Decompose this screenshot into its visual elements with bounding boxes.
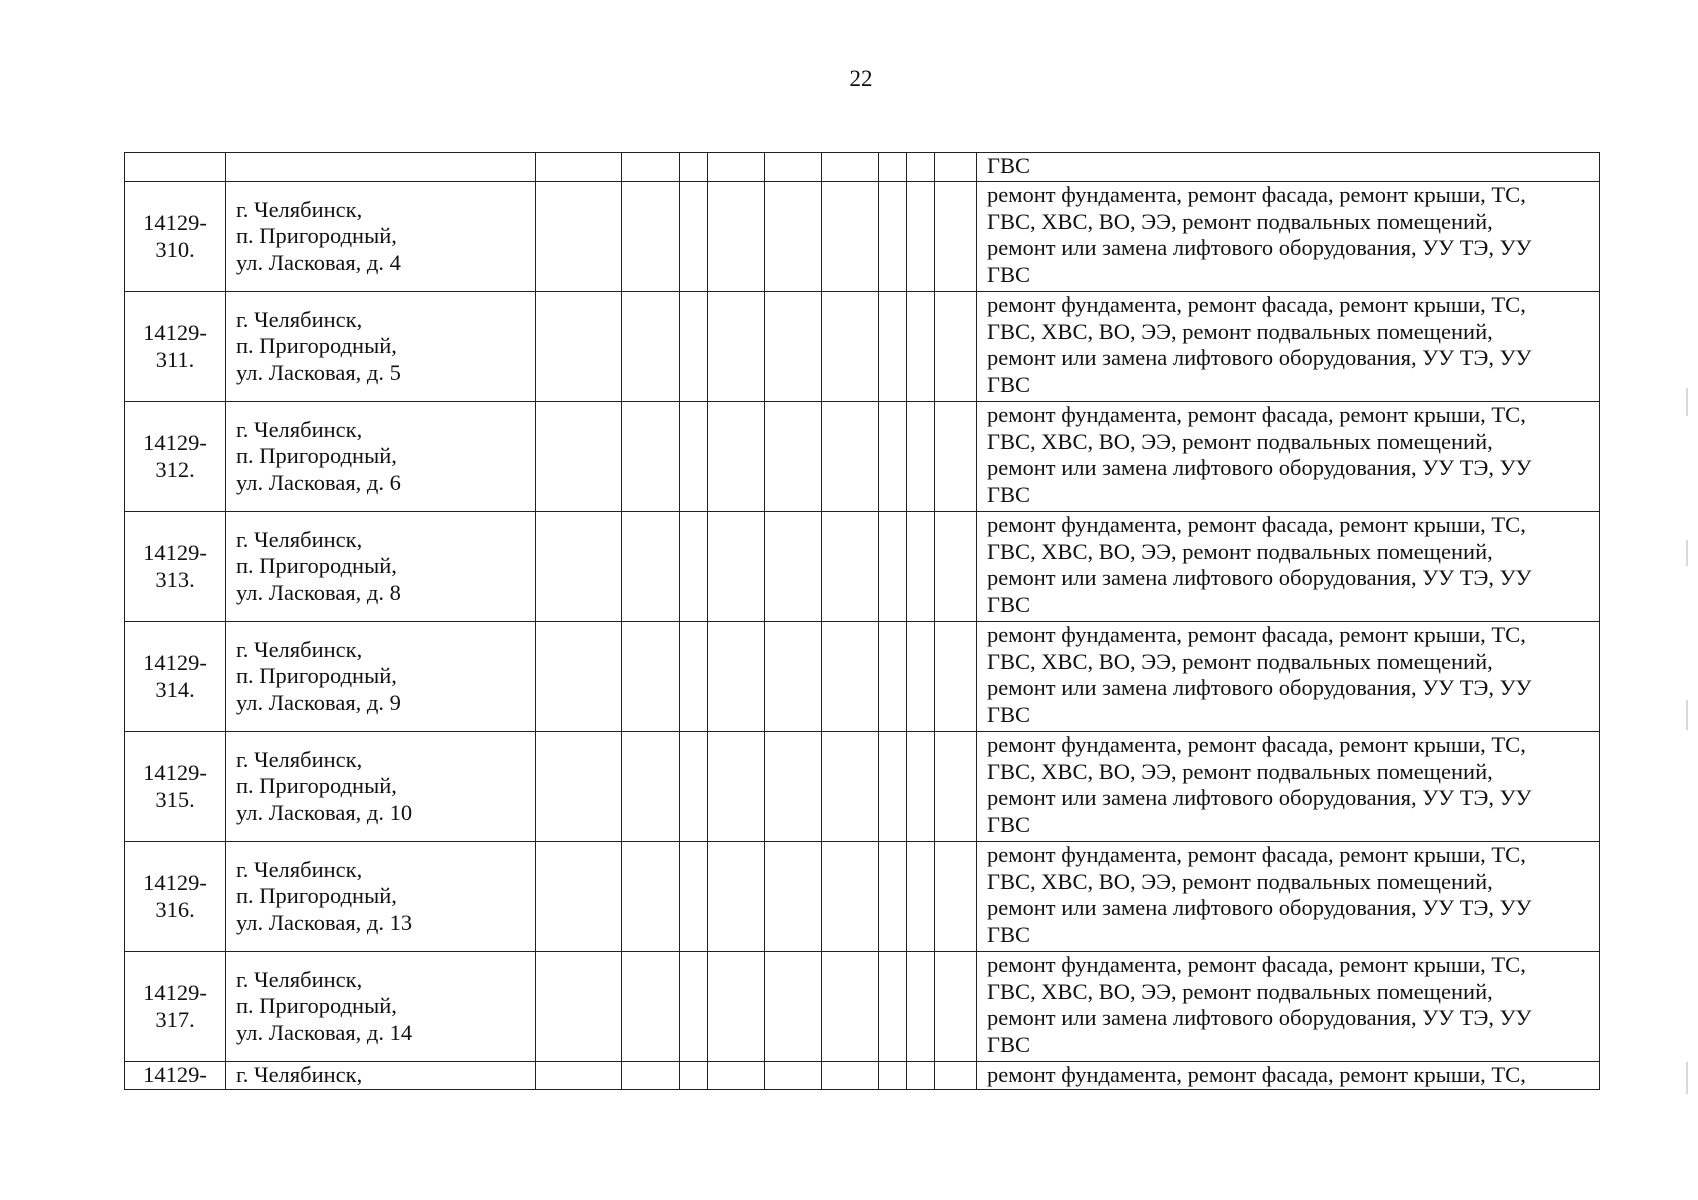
cell-empty [536,1062,622,1090]
table-row-continuation [125,153,1600,182]
cell-empty [622,732,680,842]
cell-empty [708,512,765,622]
address-line: г. Челябинск, [236,1062,363,1087]
works-line: ремонт или замена лифтового оборудования, УУ ТЭ, УУ [987,455,1532,480]
number-line: 311. [155,346,195,372]
cell-empty [680,153,708,182]
cell-empty [879,732,907,842]
works-line: ГВС, ХВС, ВО, ЭЭ, ремонт подвальных помещений, [987,868,1493,894]
cell-empty [935,292,977,402]
works-line: ГВС [987,591,1031,617]
cell-empty [680,622,708,732]
cell-empty [907,732,935,842]
cell-empty [765,842,822,952]
cell-empty [765,622,822,732]
cell-empty [765,1062,822,1090]
address-line: г. Челябинск, [236,196,363,222]
cell-empty [622,153,680,182]
cell-empty [765,732,822,842]
number-line: 14129- [143,430,207,455]
cell-empty [765,292,822,402]
address-line: ул. Ласковая, д. 8 [236,579,401,605]
cell-empty [765,952,822,1062]
cell-number [125,512,226,622]
cell-empty [907,622,935,732]
number-line: 317. [155,1006,195,1032]
cell-empty [879,622,907,732]
works-line: ГВС [987,811,1031,837]
cell-empty [907,842,935,952]
address-line: п. Пригородный, [236,883,397,909]
cell-address [226,1062,536,1090]
cell-empty [680,182,708,292]
address-line: г. Челябинск, [236,636,363,662]
cell-empty [536,512,622,622]
cell-empty [622,842,680,952]
cell-empty [680,512,708,622]
works-line: ГВС, ХВС, ВО, ЭЭ, ремонт подвальных помещений, [987,978,1493,1004]
works-line: ремонт фундамента, ремонт фасада, ремонт крыши, ТС, [987,1062,1526,1087]
address-line: г. Челябинск, [236,306,363,332]
number-line: 14129- [143,870,207,895]
cell-address [226,402,536,512]
cell-empty [708,182,765,292]
cell-empty [680,732,708,842]
cell-empty [935,842,977,952]
works-text: ГВС [987,153,1031,178]
page-number: 22 [849,66,873,91]
scan-edge-mark [1686,1062,1688,1094]
address-line: п. Пригородный, [236,443,397,469]
cell-address [226,732,536,842]
cell-number [125,622,226,732]
number-line: 316. [155,896,195,922]
cell-empty [907,512,935,622]
cell-empty [935,512,977,622]
works-line: ремонт или замена лифтового оборудования, УУ ТЭ, УУ [987,675,1532,700]
cell-number [125,153,226,182]
works-line: ремонт фундамента, ремонт фасада, ремонт крыши, ТС, [987,952,1526,977]
cell-number [125,952,226,1062]
address-line: п. Пригородный, [236,223,397,249]
number-line: 14129- [143,760,207,785]
cell-empty [622,622,680,732]
cell-address [226,952,536,1062]
works-line: ремонт или замена лифтового оборудования, УУ ТЭ, УУ [987,235,1532,260]
table-row [125,402,1600,512]
works-line: ремонт фундамента, ремонт фасада, ремонт крыши, ТС, [987,292,1526,317]
cell-empty [935,732,977,842]
works-line: ГВС, ХВС, ВО, ЭЭ, ремонт подвальных помещений, [987,428,1493,454]
cell-works [977,153,1600,182]
cell-address [226,622,536,732]
cell-works [977,622,1600,732]
address-line: г. Челябинск, [236,856,363,882]
works-line: ГВС [987,1031,1031,1057]
table-body [125,153,1600,1090]
works-line: ремонт фундамента, ремонт фасада, ремонт крыши, ТС, [987,732,1526,757]
cell-empty [879,952,907,1062]
cell-empty [765,182,822,292]
cell-empty [879,153,907,182]
cell-empty [622,1062,680,1090]
address-line: п. Пригородный, [236,333,397,359]
cell-number [125,292,226,402]
cell-empty [907,952,935,1062]
address-line: г. Челябинск, [236,966,363,992]
cell-works [977,512,1600,622]
table-row [125,732,1600,842]
table-row [125,512,1600,622]
cell-empty [708,402,765,512]
works-line: ремонт фундамента, ремонт фасада, ремонт крыши, ТС, [987,842,1526,867]
cell-empty [708,153,765,182]
cell-works [977,732,1600,842]
cell-empty [822,182,879,292]
works-line: ГВС [987,371,1031,397]
cell-address [226,512,536,622]
works-line: ГВС, ХВС, ВО, ЭЭ, ремонт подвальных помещений, [987,208,1493,234]
cell-empty [536,952,622,1062]
number-line: 314. [155,676,195,702]
works-line: ремонт или замена лифтового оборудования, УУ ТЭ, УУ [987,785,1532,810]
cell-empty [622,512,680,622]
address-line: г. Челябинск, [236,416,363,442]
cell-empty [708,952,765,1062]
cell-empty [907,1062,935,1090]
cell-empty [622,402,680,512]
address-line: ул. Ласковая, д. 6 [236,469,401,495]
cell-empty [536,402,622,512]
cell-empty [935,952,977,1062]
works-line: ГВС, ХВС, ВО, ЭЭ, ремонт подвальных помещений, [987,758,1493,784]
cell-address [226,292,536,402]
cell-number [125,182,226,292]
cell-empty [879,842,907,952]
works-line: ГВС [987,701,1031,727]
cell-empty [765,512,822,622]
cell-empty [907,153,935,182]
cell-empty [765,402,822,512]
cell-empty [680,842,708,952]
cell-empty [822,1062,879,1090]
scan-edge-mark [1686,540,1688,566]
cell-empty [822,153,879,182]
works-line: ремонт или замена лифтового оборудования, УУ ТЭ, УУ [987,895,1532,920]
cell-empty [879,1062,907,1090]
cell-empty [879,292,907,402]
address-line: ул. Ласковая, д. 10 [236,799,413,825]
cell-empty [708,732,765,842]
cell-empty [907,292,935,402]
number-line: 14129- [143,650,207,675]
cell-address [226,182,536,292]
cell-empty [935,1062,977,1090]
works-line: ремонт фундамента, ремонт фасада, ремонт крыши, ТС, [987,622,1526,647]
address-line: ул. Ласковая, д. 5 [236,359,401,385]
cell-empty [935,402,977,512]
number-line: 14129- [143,1062,207,1087]
cell-empty [536,292,622,402]
works-line: ремонт фундамента, ремонт фасада, ремонт крыши, ТС, [987,182,1526,207]
number-line: 14129- [143,540,207,565]
cell-empty [935,153,977,182]
number-line: 312. [155,456,195,482]
cell-works [977,402,1600,512]
cell-empty [536,732,622,842]
cell-empty [822,842,879,952]
address-line: п. Пригородный, [236,663,397,689]
works-line: ремонт или замена лифтового оборудования, УУ ТЭ, УУ [987,1005,1532,1030]
cell-empty [765,153,822,182]
cell-works [977,842,1600,952]
cell-empty [822,622,879,732]
table-row [125,622,1600,732]
cell-empty [622,952,680,1062]
cell-empty [622,182,680,292]
cell-empty [935,622,977,732]
cell-empty [708,1062,765,1090]
table-row [125,292,1600,402]
works-line: ГВС, ХВС, ВО, ЭЭ, ремонт подвальных помещений, [987,318,1493,344]
cell-works [977,292,1600,402]
cell-empty [822,732,879,842]
cell-works [977,1062,1600,1090]
cell-number [125,732,226,842]
cell-empty [879,512,907,622]
cell-empty [822,952,879,1062]
table-row-partial [125,1062,1600,1090]
table-row [125,952,1600,1062]
number-line: 313. [155,566,195,592]
works-line: ремонт фундамента, ремонт фасада, ремонт крыши, ТС, [987,512,1526,537]
works-line: ГВС [987,261,1031,287]
cell-empty [622,292,680,402]
cell-empty [822,402,879,512]
address-line: п. Пригородный, [236,553,397,579]
cell-number [125,1062,226,1090]
cell-empty [536,842,622,952]
number-line: 310. [155,236,195,262]
scan-edge-mark [1686,700,1688,730]
number-line: 14129- [143,320,207,345]
cell-empty [680,952,708,1062]
cell-empty [879,402,907,512]
works-line: ГВС, ХВС, ВО, ЭЭ, ремонт подвальных помещений, [987,648,1493,674]
address-line: п. Пригородный, [236,773,397,799]
table-row [125,842,1600,952]
cell-address [226,153,536,182]
cell-empty [680,292,708,402]
works-line: ГВС [987,481,1031,507]
works-line: ГВС [987,921,1031,947]
cell-number [125,842,226,952]
works-line: ремонт или замена лифтового оборудования, УУ ТЭ, УУ [987,565,1532,590]
address-line: ул. Ласковая, д. 13 [236,909,413,935]
works-line: ремонт фундамента, ремонт фасада, ремонт крыши, ТС, [987,402,1526,427]
address-line: ул. Ласковая, д. 9 [236,689,401,715]
cell-empty [536,153,622,182]
address-line: п. Пригородный, [236,993,397,1019]
cell-works [977,182,1600,292]
cell-works [977,952,1600,1062]
cell-empty [708,622,765,732]
number-line: 14129- [143,980,207,1005]
scan-edge-mark [1686,388,1688,416]
cell-empty [907,182,935,292]
cell-number [125,402,226,512]
cell-empty [935,182,977,292]
cell-address [226,842,536,952]
cell-empty [822,512,879,622]
cell-empty [536,182,622,292]
works-line: ГВС, ХВС, ВО, ЭЭ, ремонт подвальных помещений, [987,538,1493,564]
works-line: ремонт или замена лифтового оборудования, УУ ТЭ, УУ [987,345,1532,370]
cell-empty [680,402,708,512]
cell-empty [907,402,935,512]
address-line: г. Челябинск, [236,746,363,772]
cell-empty [680,1062,708,1090]
cell-empty [708,292,765,402]
table-row [125,182,1600,292]
number-line: 315. [155,786,195,812]
cell-empty [822,292,879,402]
cell-empty [879,182,907,292]
address-line: ул. Ласковая, д. 4 [236,249,401,275]
address-line: ул. Ласковая, д. 14 [236,1019,413,1045]
number-line: 14129- [143,210,207,235]
capital-repair-table [124,152,1600,1090]
cell-empty [708,842,765,952]
address-line: г. Челябинск, [236,526,363,552]
cell-empty [536,622,622,732]
